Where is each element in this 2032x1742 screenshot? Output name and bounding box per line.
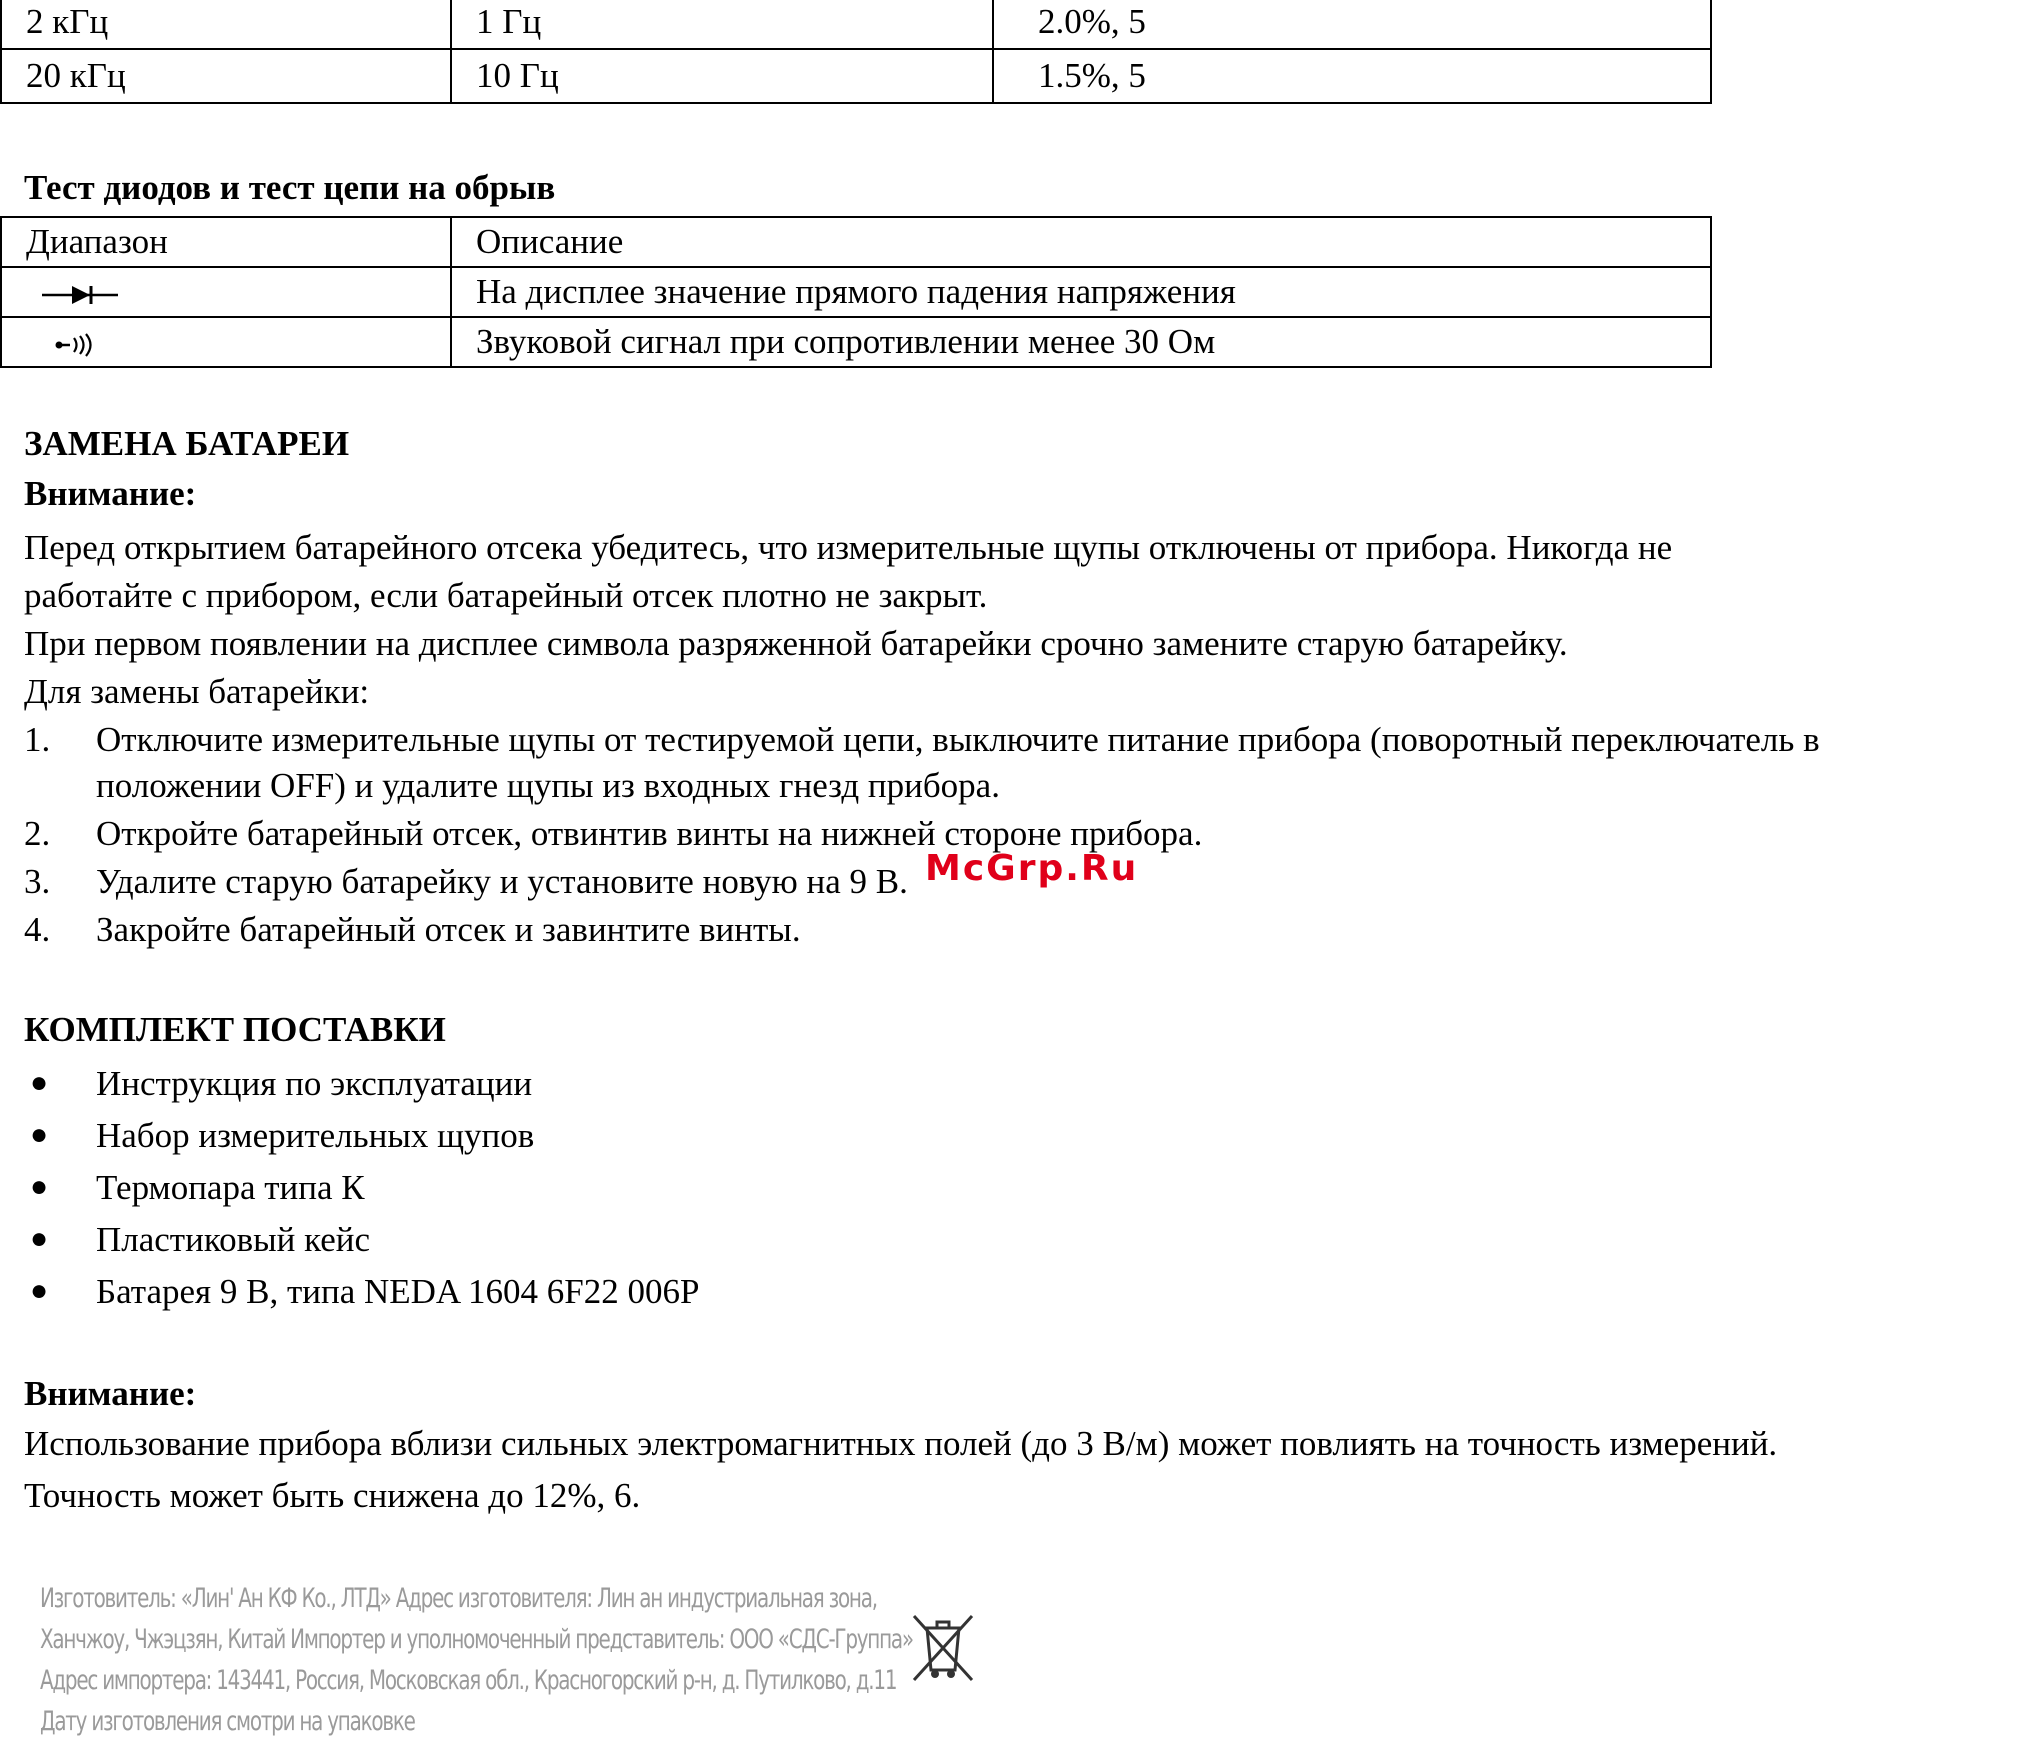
paragraph-line: Использование прибора вблизи сильных электромагнитных полей (до 3 В/м) может повлиять на точность измерений. [24, 1424, 1778, 1463]
manufacturer-footer [40, 1578, 913, 1742]
diode-test-heading: Тест диодов и тест цепи на обрыв [24, 168, 556, 207]
frequency-table [0, 0, 1712, 104]
table-header-row [1, 217, 1711, 267]
diode-test-table [0, 216, 1712, 368]
list-item: Отключите измерительные щупы от тестируемой цепи, выключите питание прибора (поворотный переключатель в [96, 720, 1820, 759]
paragraph-line: При первом появлении на дисплее символа разряженной батарейки срочно замените старую батарейку. [24, 624, 1568, 663]
footer-line: Дату изготовления смотри на упаковке [40, 1706, 415, 1737]
bullet-icon: ● [30, 1066, 49, 1099]
footer-line: Изготовитель: «Лин' Ан КФ Ко., ЛТД» Адрес изготовителя: Лин ан индустриальная зона, [40, 1583, 877, 1614]
battery-warning-label: Внимание: [24, 474, 197, 513]
kit-heading: КОМПЛЕКТ ПОСТАВКИ [24, 1010, 446, 1049]
diode-icon [40, 283, 120, 307]
table-cell: 2 кГц [1, 0, 451, 49]
list-item-continuation: положении OFF) и удалите щупы из входных гнезд прибора. [96, 766, 1000, 805]
table-row [1, 0, 1711, 49]
battery-heading: ЗАМЕНА БАТАРЕИ [24, 424, 350, 463]
list-item: Инструкция по эксплуатации [96, 1064, 533, 1103]
table-cell: 2.0%, 5 [993, 0, 1711, 49]
watermark: McGrp.Ru [925, 848, 1139, 889]
paragraph-line: Для замены батарейки: [24, 672, 370, 711]
table-cell: 20 кГц [1, 49, 451, 103]
table-row [1, 317, 1711, 367]
list-item: Закройте батарейный отсек и завинтите винты. [96, 910, 801, 949]
paragraph-line: работайте с прибором, если батарейный отсек плотно не закрыт. [24, 576, 988, 615]
table-cell: 1 Гц [451, 0, 993, 49]
list-item: Термопара типа К [96, 1168, 365, 1207]
table-cell: 10 Гц [451, 49, 993, 103]
list-item: Пластиковый кейс [96, 1220, 371, 1259]
list-number: 4. [24, 910, 51, 949]
bullet-icon: ● [30, 1222, 49, 1255]
bullet-icon: ● [30, 1118, 49, 1151]
list-item: Удалите старую батарейку и установите новую на 9 В. [96, 862, 908, 901]
list-item: Набор измерительных щупов [96, 1116, 535, 1155]
column-header-description: Описание [451, 217, 1711, 267]
paragraph-line: Точность может быть снижена до 12%, 6. [24, 1476, 641, 1515]
table-cell: Звуковой сигнал при сопротивлении менее 30 Ом [451, 317, 1711, 367]
list-number: 3. [24, 862, 51, 901]
table-row [1, 49, 1711, 103]
footer-line: Ханчжоу, Чжэцзян, Китай Импортер и уполномоченный представитель: ООО «СДС-Группа» [40, 1624, 913, 1655]
table-cell: 1.5%, 5 [993, 49, 1711, 103]
table-cell [1, 267, 451, 317]
continuity-beep-icon [50, 330, 130, 360]
crossed-bin-icon [910, 1612, 976, 1684]
bullet-icon: ● [30, 1274, 49, 1307]
list-item: Батарея 9 В, типа NEDA 1604 6F22 006P [96, 1272, 700, 1311]
table-cell [1, 317, 451, 367]
list-number: 1. [24, 720, 51, 759]
table-row [1, 267, 1711, 317]
list-number: 2. [24, 814, 51, 853]
paragraph-line: Перед открытием батарейного отсека убедитесь, что измерительные щупы отключены от прибора. Никогда не [24, 528, 1673, 567]
emc-warning-label: Внимание: [24, 1374, 197, 1413]
bullet-icon: ● [30, 1170, 49, 1203]
column-header-range: Диапазон [1, 217, 451, 267]
footer-line: Адрес импортера: 143441, Россия, Московская обл., Красногорский р-н, д. Путилково, д.11 [40, 1665, 897, 1696]
list-item: Откройте батарейный отсек, отвинтив винты на нижней стороне прибора. [96, 814, 1203, 853]
table-cell: На дисплее значение прямого падения напряжения [451, 267, 1711, 317]
